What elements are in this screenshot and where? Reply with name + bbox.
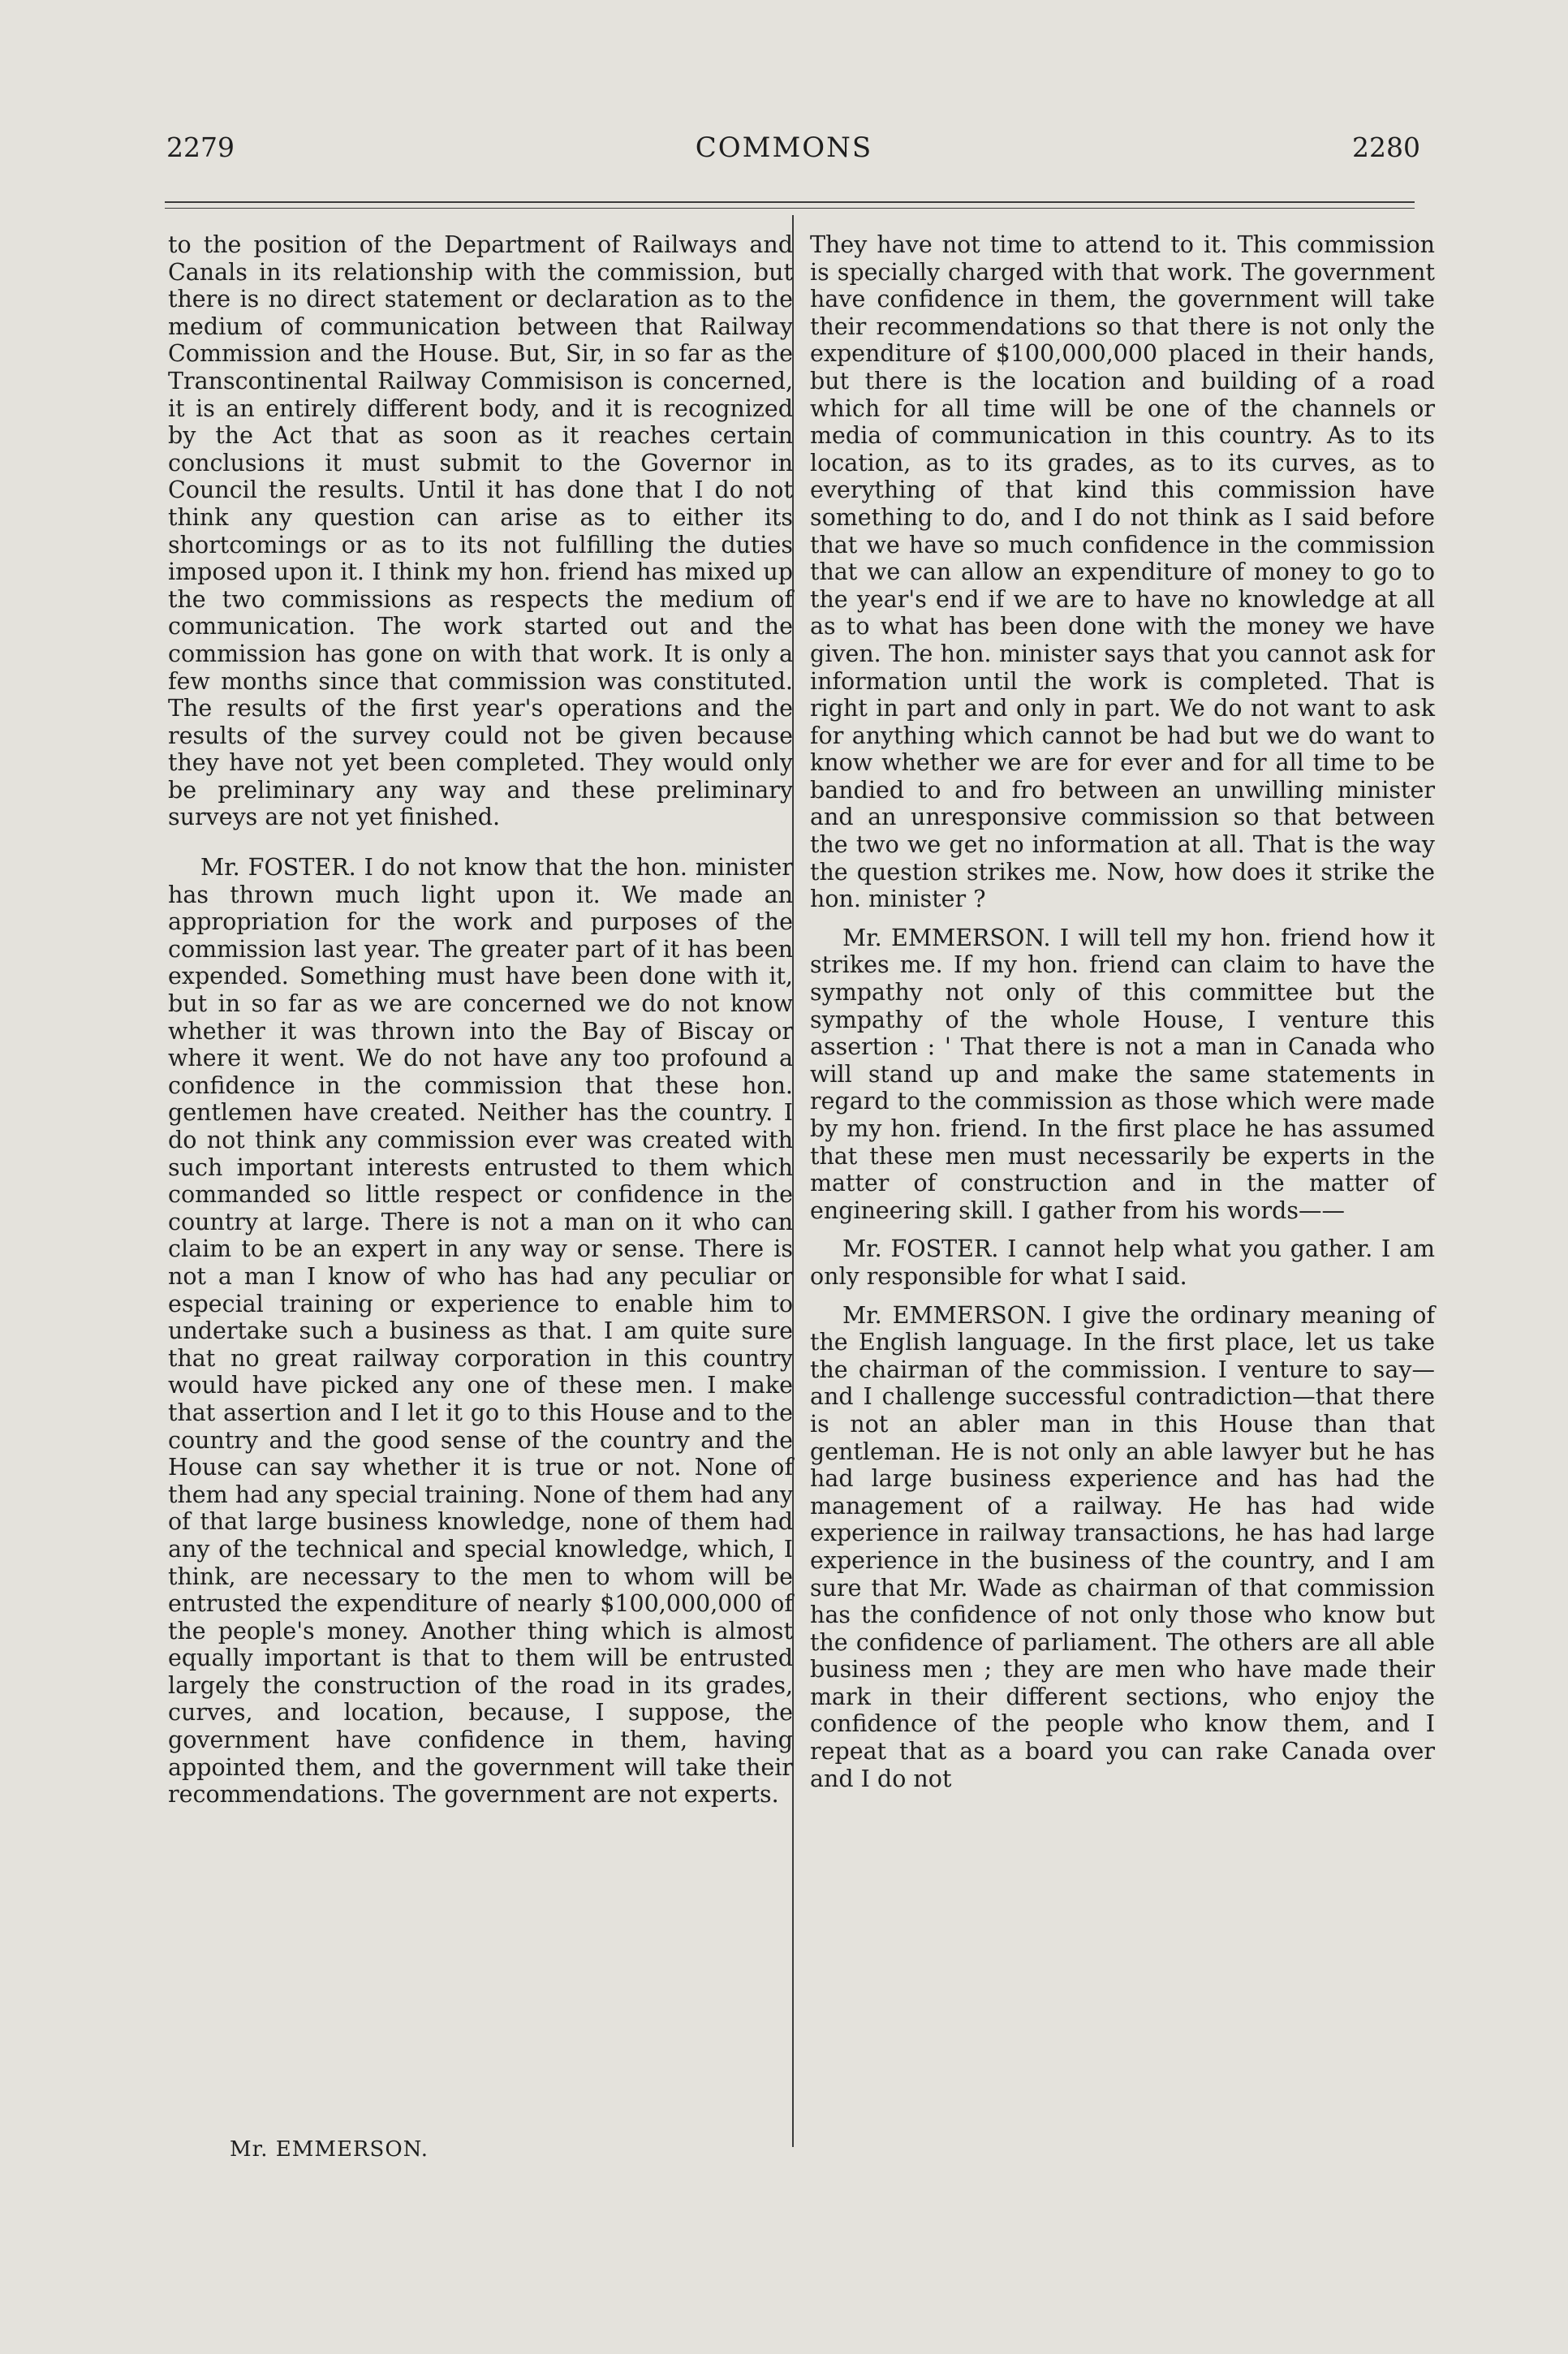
paragraph-emmerson-response: Mr. EMMERSON. I give the ordinary meaning of the English language. In the first place, let us take the chairman of the commission. I venture to say—and I challenge successful contradiction—that there is not an abler man in this House than that gentleman. He is not only an able lawyer but he has had large business experience and has had the management of a railway. He has had wide experience in railway transactions, he has had large experience in the business of the country, and I am sure that Mr. Wade as chairman of that commission has the confidence of not only those who know but the confidence of parliament. The others are all able business men ; they are men who have made their mark in their different sections, who enjoy the confidence of the people who know them, and I repeat that as a board you can rake Canada over and I do not: [810, 1301, 1435, 1792]
header-rule-bottom: [165, 208, 1415, 209]
left-column: [168, 231, 793, 1809]
paragraph-continuation: to the position of the Department of Railways and Canals in its relationship with the commission, but there is no direct statement or declaration as to the medium of communication between that Railway Commission and the House. But, Sir, in so far as the Transcontinental Railway Commisison is concerned, it is an entirely different body, and it is recognized by the Act that as soon as it reaches certain conclusions it must submit to the Governor in Council the results. Until it has done that I do not think any question can arise as to either its shortcomings or as to its not fulfilling the duties imposed upon it. I think my hon. friend has mixed up the two commissions as respects the medium of communication. The work started out and the commission has gone on with that work. It is only a few months since that commission was constituted. The results of the first year's operations and the results of the survey could not be given because they have not yet been completed. They would only be preliminary any way and these preliminary surveys are not yet finished.: [168, 231, 793, 831]
paragraph-emmerson-reply: Mr. EMMERSON. I will tell my hon. friend how it strikes me. If my hon. friend can claim to have the sympathy not only of this committee but the sympathy of the whole House, I venture this assertion : ' That there is not a man in Canada who will stand up and make the same statements in regard to the commission as those which were made by my hon. friend. In the first place he has assumed that these men must necessarily be experts in the matter of construction and in the matter of engineering skill. I gather from his words——: [810, 924, 1435, 1224]
page-number-left: 2279: [166, 131, 235, 163]
page-number-right: 2280: [1352, 131, 1420, 163]
running-title: COMMONS: [695, 131, 873, 164]
paragraph-foster-interjection: Mr. FOSTER. I cannot help what you gather. I am only responsible for what I said.: [810, 1235, 1435, 1290]
header-rule-top: [165, 201, 1415, 203]
paragraph-foster-speech: Mr. FOSTER. I do not know that the hon. minister has thrown much light upon it. We made an appropriation for the work and purposes of the commission last year. The greater part of it has been expended. Something must have been done with it, but in so far as we are concerned we do not know whether it was thrown into the Bay of Biscay or where it went. We do not have any too profound a confidence in the commission that these hon. gentlemen have created. Neither has the country. I do not think any commission ever was created with such important interests entrusted to them which commanded so little respect or confidence in the country at large. There is not a man on it who can claim to be an expert in any way or sense. There is not a man I know of who has had any peculiar or especial training or experience to enable him to undertake such a business as that. I am quite sure that no great railway corporation in this country would have picked any one of these men. I make that assertion and I let it go to this House and to the country and the good sense of the country and the House can say whether it is true or not. None of them had any special training. None of them had any of that large business knowledge, none of them had any of the technical and special knowledge, which, I think, are necessary to the men to whom will be entrusted the expenditure of nearly $100,000,000 of the people's money. Another thing which is almost equally important is that to them will be entrusted largely the construction of the road in its grades, curves, and location, because, I suppose, the government have confidence in them, having appointed them, and the government will take their recommendations. The government are not experts.: [168, 854, 793, 1809]
paragraph-foster-continued: They have not time to attend to it. This commission is specially charged with that work. The government have confidence in them, the government will take their recommendations so that there is not only the expenditure of $100,000,000 placed in their hands, but there is the location and building of a road which for all time will be one of the channels or media of communication in this country. As to its location, as to its grades, as to its curves, as to everything of that kind this commission have something to do, and I do not think as I said before that we have so much confidence in the commission that we can allow an expenditure of money to go to the year's end if we are to have no knowledge at all as to what has been done with the money we have given. The hon. minister says that you cannot ask for information until the work is completed. That is right in part and only in part. We do not want to ask for anything which cannot be had but we do want to know whether we are for ever and for all time to be bandied to and fro between an unwilling minister and an unresponsive commission so that between the two we get no information at all. That is the way the question strikes me. Now, how does it strike the hon. minister ?: [810, 231, 1435, 913]
right-column: [810, 231, 1435, 1792]
footer-speaker: Mr. EMMERSON.: [230, 2137, 429, 2162]
